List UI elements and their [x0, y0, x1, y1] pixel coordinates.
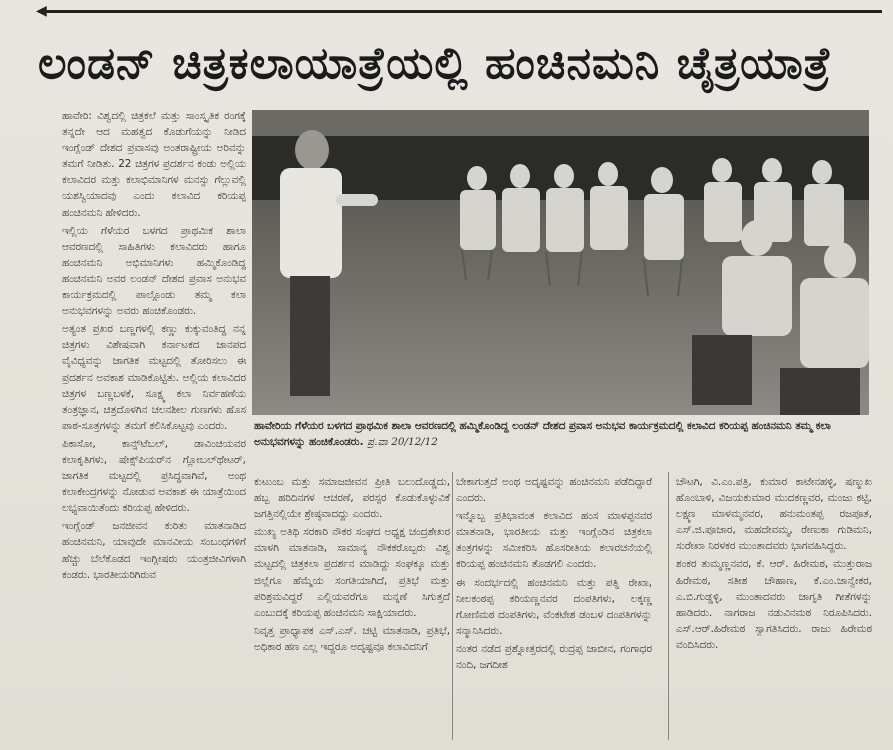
paragraph: ಇಲ್ಲಿಯ ಗೆಳೆಯರ ಬಳಗದ ಪ್ರಾಥಮಿಕ ಶಾಲಾ ಆವರಣದಲ್ಲಿ ಸಾಹಿತಿಗಳು ಕಲಾವಿದರು ಹಾಗೂ ಹಂಚಿನಮನಿ ಅಭಿಮಾನಿಗಳು ಹಮ್ಮಿಕೊಂಡಿದ್ದ ಹಂಚಿನಮನಿ ಅವರ ಲಂಡನ್ ದೇಶದ ಪ್ರವಾಸ ಅನುಭವ ಕಾರ್ಯಕ್ರಮದಲ್ಲಿ ಪಾಲ್ಗೊಂಡು ತಮ್ಮ ಕಲಾ ಅನುಭವಗಳನ್ನು ಅವರು ಹಂಚಿಕೊಂಡರು.: [62, 224, 246, 318]
headline: ಲಂಡನ್ ಚಿತ್ರಕಲಾಯಾತ್ರೆಯಲ್ಲಿ ಹಂಚಿನಮನಿ ಚೈತ್ರಯಾತ್ರೆ: [38, 38, 832, 89]
column-divider: [452, 472, 453, 740]
paragraph: ಇಂಗ್ಲೆಂಡ್ ಜನಜೀವನ ಕುರಿತು ಮಾತನಾಡಿದ ಹಂಚಿನಮನಿ, ಯಾವುದೇ ಮಾನವೀಯ ಸಂಬಂಧಗಳಿಗೆ ಹೆಚ್ಚು ಬೆಲೆಕೊಡದ ಇಂಗ್ಲೀಷರು ಯಂತ್ರಜೀವಿಗಳಾಗಿ ಕಂಡರು. ಭಾರತೀಯರಿಗಿರುವ: [62, 520, 246, 581]
photo-caption: [254, 418, 868, 458]
paragraph: ಇನ್ನೊಬ್ಬ ಪ್ರತಿಭಾವಂತ ಕಲಾವಿದ ಹಂಸ ಮಾಳಪ್ಪನವರ ಮಾತನಾಡಿ, ಭಾರತೀಯ ಮತ್ತು ಇಂಗ್ಲೆಂಡಿನ ಚಿತ್ರಕಲಾ ತಂತ್ರಗಳನ್ನು ಸಮೀಕರಿಸಿ ಹೊಸರೀತಿಯ ಕಲಾರಚನೆಯಲ್ಲಿ ಕರಿಯಪ್ಪ ಹಂಚಿನಮನಿ ತೊಡಗಲಿ ಎಂದರು.: [456, 510, 652, 571]
paragraph: ನಂತರ ನಡೆದ ಪ್ರಶ್ನೋತ್ತರದಲ್ಲಿ ರುದ್ರಪ್ಪ ಜಾಬೀನ, ಗಂಗಾಧರ ನಂದಿ, ಜಗದೀಶ: [456, 642, 652, 672]
handwritten-date: ಪ್ರ.ವಾ 20/12/12: [367, 436, 438, 448]
article-column-left: [62, 108, 246, 738]
paragraph: ಚೌಟಗಿ, ವಿ.ಎಂ.ಪತ್ರಿ, ಕುಮಾರ ಕಾಟೇನಹಳ್ಳಿ, ಷಣ್ಮುಖ ಹೊಂಬಾಳಿ, ವಿಜಯಕುಮಾರ ಮುದಕಣ್ಣವರ, ಮಂಜು ಕಟ್ಟಿ, ಲಕ್ಷ್ಮಣ ಮಾಳಮ್ಮನವರ, ಹನುಮಂತಪ್ಪ ರಜಪೂತ, ಎಸ್.ಜಿ.ಪೂಜಾರ, ಮಹದೇವಮ್ಮ, ರೇಣುಕಾ ಗುಡಿಮನಿ, ಸುರೇಖಾ ನಿರಳಕರ ಮುಂತಾದವರು ಭಾಗವಹಿಸಿದ್ದರು.: [676, 476, 872, 553]
paragraph: ಬೇಕಾಗುತ್ತದೆ ಅಂಥ ಅದೃಷ್ಟವನ್ನು ಹಂಚಿನಮನಿ ಪಡೆದಿದ್ದಾರೆ ಎಂದರು.: [456, 476, 652, 505]
article-column-3: [676, 474, 872, 740]
news-photo: [252, 110, 869, 415]
top-rule: [40, 10, 882, 13]
paragraph: ನಿವೃತ್ತ ಪ್ರಾಧ್ಯಾಪಕ ಎಸ್.ಎಸ್. ಚಟ್ಟಿ ಮಾತನಾಡಿ, ಪ್ರತಿಭೆ, ಅಧಿಕಾರ ಹಣ ಎಲ್ಲ ಇದ್ದರೂ ಅದೃಷ್ಟವೂ ಕಲಾವಿದನಿಗೆ: [254, 624, 450, 653]
paragraph: ಅತ್ಯಂತ ಪ್ರಖರ ಬಣ್ಣಗಳಲ್ಲಿ ಕಣ್ಣು ಕುಕ್ಕುವಂತಿದ್ದ ನನ್ನ ಚಿತ್ರಗಳು ವಿಶೇಷವಾಗಿ ಕರ್ನಾಟಕದ ಜಾನಪದ ವೈವಿಧ್ಯವನ್ನು ಜಾಗತಿಕ ಮಟ್ಟದಲ್ಲಿ ತೋರಿಸಲು ಈ ಪ್ರದರ್ಶನ ಅವಕಾಶ ಮಾಡಿಕೊಟ್ಟಿತು. ಅಲ್ಲಿಯ ಕಲಾವಿದರ ಚಿತ್ರಗಳ ಬಣ್ಣಬಳಕೆ, ಸೂಕ್ಷ್ಮ ಕಲಾ ನಿರ್ವಹಣೆಯ ತಂತ್ರಜ್ಞಾನ, ಚಿತ್ರದೊಳಗಿನ ಚಲನಶೀಲ ಗುಣಗಳು ಹೊಸ ಪಾಠ-ಸೂತ್ರಗಳನ್ನು ತಮಗೆ ಕಲಿಸಿಕೊಟ್ಟವು ಎಂದರು.: [62, 323, 246, 432]
paragraph: ಕುಟುಂಬ ಮತ್ತು ಸಮಾಜಜೀವನ ಪ್ರೀತಿ ಬಲುದೊಡ್ಡದು, ಹಬ್ಬ ಹರಿದಿನಗಳ ಆಚರಣೆ, ಪರಸ್ಪರ ಕೊಡುಕೊಳ್ಳುವಿಕೆ ಜಗತ್ತಿನಲ್ಲಿಯೇ ಶ್ರೇಷ್ಠವಾದದ್ದು ಎಂದರು.: [254, 476, 450, 521]
caption-text: ಹಾವೇರಿಯ ಗೆಳೆಯರ ಬಳಗದ ಪ್ರಾಥಮಿಕ ಶಾಲಾ ಆವರಣದಲ್ಲಿ ಹಮ್ಮಿಕೊಂಡಿದ್ದ ಲಂಡನ್ ದೇಶದ ಪ್ರವಾಸ ಅನುಭವ ಕಾರ್ಯಕ್ರಮದಲ್ಲಿ ಕಲಾವಿದ ಕರಿಯಪ್ಪ ಹಂಚಿನಮನಿ ತಮ್ಮ ಕಲಾ ಅನುಭವಗಳನ್ನು ಹಂಚಿಕೊಂಡರು.: [254, 420, 831, 448]
paragraph: ಪಿಕಾಸೋ, ಕಾನ್ಸ್‌ಟೆಬಲ್, ಡಾವಿಂಚಿಯವರ ಕಲಾಕೃತಿಗಳು, ಷೇಕ್ಸ್‌ಪಿಯರ್‌ನ ಗ್ಲೋಬಲ್‌ಥೇಟರ್, ಜಾಗತಿಕ ಮಟ್ಟದಲ್ಲಿ ಪ್ರಸಿದ್ಧವಾಗಿವೆ, ಅಂಥ ಕಲಾಕೇಂದ್ರಗಳನ್ನು ನೋಡುವ ಅವಕಾಶ ಈ ಯಾತ್ರೆಯಿಂದ ಲಭ್ಯವಾಯಿತೆಂದು ಕರಿಯಪ್ಪ ಹೇಳಿದರು.: [62, 437, 246, 515]
article-column-1: [254, 474, 450, 740]
paragraph: ಹಾವೇರಿ: ವಿಶ್ವದಲ್ಲಿ ಚಿತ್ರಕಲೆ ಮತ್ತು ಸಾಂಸ್ಕೃತಿಕ ರಂಗಕ್ಕೆ ತನ್ನದೇ ಆದ ಮಹತ್ವದ ಕೊಡುಗೆಯನ್ನು ನೀಡಿದ ಇಂಗ್ಲೆಂಡ್ ದೇಶದ ಪ್ರವಾಸವು ಅಂತರಾಷ್ಟ್ರೀಯ ಅರಿವನ್ನು ತಮಗೆ ನೀಡಿತು. 22 ಚಿತ್ರಗಳ ಪ್ರದರ್ಶನ ಕಂಡು ಅಲ್ಲಿಯ ಕಲಾವಿದರ ಮತ್ತು ಕಲಾಭಿಮಾನಿಗಳ ಮನಸ್ಸು ಗೆಲ್ಲುವಲ್ಲಿ ಯಶಸ್ವಿಯಾದವು ಎಂದು ಕಲಾವಿದ ಕರಿಯಪ್ಪ ಹಂಚಿನಮನಿ ಹೇಳಿದರು.: [62, 110, 246, 219]
column-divider: [668, 472, 669, 740]
article-column-2: [456, 474, 652, 740]
paragraph: ಈ ಸಂದರ್ಭದಲ್ಲಿ ಹಂಚಿನಮನಿ ಮತ್ತು ಪತ್ನಿ ರೇಖಾ, ನೀಲಕಂಠಪ್ಪ ಕರಿಯಣ್ಣನವರ ದಂಪತಿಗಳು, ಲಕ್ಕಣ್ಣ ಗೋಣಿಮಠ ದಂಪತಿಗಳು, ವೆಂಕಟೇಶ ಡಂಬಳ ದಂಪತಿಗಳನ್ನು ಸನ್ಮಾನಿಸಿದರು.: [456, 576, 652, 637]
arrow-left-icon: ◀: [36, 3, 47, 19]
paragraph: ಶಂಕರ ತುಮ್ಮಣ್ಣನವರ, ಕೆ. ಆರ್. ಹಿರೇಮಠ, ಮುತ್ತುರಾಜ ಹಿರೇಮಠ, ಸತೀಶ ಚೌಹಾಣ, ಕೆ.ಎಂ.ಜಾನ್ವೇಕರ, ಎ.ಬಿ.ಗುಡ್ಡಳ್ಳಿ, ಮುಂತಾದವರು ಜಾಗೃತಿ ಗೀತೆಗಳನ್ನು ಹಾಡಿದರು. ನಾಗರಾಜ ನಡುವಿನಮಠ ನಿರೂಪಿಸಿದರು. ಎಸ್.ಆರ್.ಹಿರೇಮಠ ಸ್ವಾಗತಿಸಿದರು. ರಾಜು ಹಿರೇಮಠ ವಂದಿಸಿದರು.: [676, 558, 872, 651]
paragraph: ಮುಖ್ಯ ಅತಿಥಿ ಸರಕಾರಿ ನೌಕರ ಸಂಘದ ಅಧ್ಯಕ್ಷ ಚಂದ್ರಶೇಖರ ಮಾಳಗಿ ಮಾತನಾಡಿ, ಸಾಮಾನ್ಯ ನೌಕಕರೊಬ್ಬರು ವಿಶ್ವ ಮಟ್ಟದಲ್ಲಿ ಚಿತ್ರಕಲಾ ಪ್ರದರ್ಶನ ಮಾಡಿದ್ದು ಸಂಘಕ್ಕೂ ಮತ್ತು ಜಿಲ್ಲೆಗೂ ಹೆಮ್ಮೆಯ ಸಂಗತಿಯಾಗಿದೆ, ಪ್ರತಿಭೆ ಮತ್ತು ಪರಿಶ್ರಮವಿದ್ದರೆ ಎಲ್ಲಿಯವರೆಗೂ ಮನ್ನಣೆ ಸಿಗುತ್ತದೆ ಎಂಬುದಕ್ಕೆ ಕರಿಯಪ್ಪ ಹಂಚಿನಮನಿ ಸಾಕ್ಷಿಯಾದರು.: [254, 526, 450, 619]
